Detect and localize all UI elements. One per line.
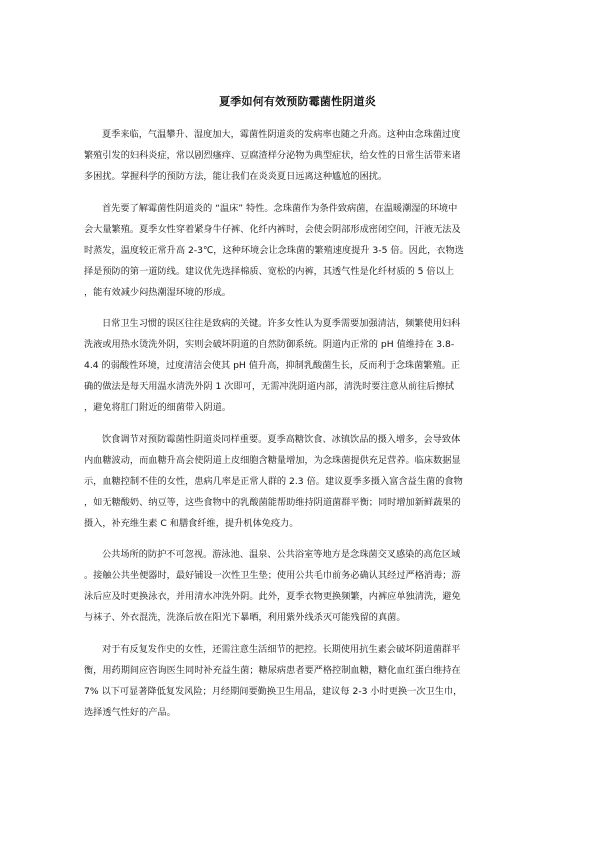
paragraph-line: 内血糖波动，而血糖升高会使阴道上皮细胞含糖量增加，为念珠菌提供充足营养。临床数据显	[84, 454, 461, 466]
paragraph	[84, 639, 516, 723]
paragraph	[84, 124, 516, 187]
paragraph-line: 。接触公共坐便器时，最好铺设一次性卫生垫；使用公共毛巾前务必确认其经过严格消毒；游	[84, 570, 461, 581]
paragraph-line: 泳后应及时更换泳衣，并用清水冲洗外阴。此外，夏季衣物更换频繁，内裤应单独清洗，避免	[84, 591, 461, 602]
paragraph-line: 日常卫生习惯的误区往往是致病的关键。许多女性认为夏季需要加强清洁，频繁使用妇科	[102, 318, 461, 329]
paragraph-line: 公共场所的防护不可忽视。游泳池、温泉、公共浴室等地方是念珠菌交叉感染的高危区域	[102, 549, 461, 560]
paragraph	[84, 429, 516, 534]
paragraph-line: 7% 以下可显著降低复发风险；月经期间要勤换卫生用品，建议每 2-3 小时更换一次卫生巾，	[84, 685, 463, 697]
paragraph-line: 与袜子、外衣混洗，洗涤后放在阳光下暴晒，利用紫外线杀灭可能残留的真菌。	[84, 612, 406, 623]
paragraph-line: 选择透气性好的产品。	[84, 706, 176, 718]
paragraph-line: 会大量繁殖。夏季女性穿着紧身牛仔裤、化纤内裤时，会使会阴部形成密闭空间，汗液无法及	[84, 223, 461, 235]
paragraph-line: 4.4 的弱酸性环境，过度清洁会使其 pH 值升高，抑制乳酸菌生长，反而利于念珠菌繁殖。正	[84, 360, 461, 371]
paragraph-line: 择是预防的第一道防线。建议优先选择棉质、宽松的内裤，其透气性是化纤材质的 5 倍以上	[84, 265, 454, 277]
paragraph-line: 摄入，补充维生素 C 和膳食纤维，提升机体免疫力。	[84, 517, 299, 529]
paragraph-line: 衡，用药期间应咨询医生同时补充益生菌；糖尿病患者要严格控制血糖，糖化血红蛋白维持在	[84, 664, 461, 676]
paragraph-line: 对于有反复发作史的女性，还需注意生活细节的把控。长期使用抗生素会破坏阴道菌群平	[102, 643, 461, 655]
paragraph	[84, 313, 516, 418]
paragraph-line: 饮食调节对预防霉菌性阴道炎同样重要。夏季高糖饮食、冰镇饮品的摄入增多，会导致体	[102, 433, 461, 445]
paragraph-line: 示，血糖控制不佳的女性，患病几率是正常人群的 2.3 倍。建议夏季多摄入富含益生菌的食物	[84, 475, 463, 487]
paragraph-line: ，能有效减少闷热潮湿环境的形成。	[84, 286, 231, 298]
paragraph-line: 多困扰。掌握科学的预防方法，能让我们在炎炎夏日远离这种尴尬的困扰。	[84, 171, 388, 182]
paragraph-line: 繁殖引发的妇科炎症，常以剧烈瘙痒、豆腐渣样分泌物为典型症状，给女性的日常生活带来诸	[84, 150, 461, 161]
paragraph-line: 确的做法是每天用温水清洗外阴 1 次即可，无需冲洗阴道内部，清洗时要注意从前往后擦拭	[84, 381, 454, 392]
paragraph-line: ，避免将肛门附近的细菌带入阴道。	[84, 402, 231, 413]
document-body	[84, 124, 516, 733]
paragraph-line: 首先要了解霉菌性阴道炎的 “温床” 特性。念珠菌作为条件致病菌，在温暖潮湿的环境中	[102, 202, 458, 214]
paragraph-line: 时蒸发，温度较正常升高 2-3℃，这种环境会让念珠菌的繁殖速度提升 3-5 倍。因此，衣物选	[84, 244, 464, 256]
paragraph-line: ，如无糖酸奶、纳豆等，这些食物中的乳酸菌能帮助维持阴道菌群平衡；同时增加新鲜蔬果的	[84, 496, 461, 508]
paragraph-line: 洗液或用热水烫洗外阴，实则会破坏阴道的自然防御系统。阴道内正常的 pH 值维持在 3.8-	[84, 339, 455, 350]
paragraph	[84, 198, 516, 303]
paragraph-line: 夏季来临，气温攀升、湿度加大，霉菌性阴道炎的发病率也随之升高。这种由念珠菌过度	[102, 129, 461, 140]
paragraph	[84, 544, 516, 628]
document-title: 夏季如何有效预防霉菌性阴道炎	[219, 95, 376, 108]
